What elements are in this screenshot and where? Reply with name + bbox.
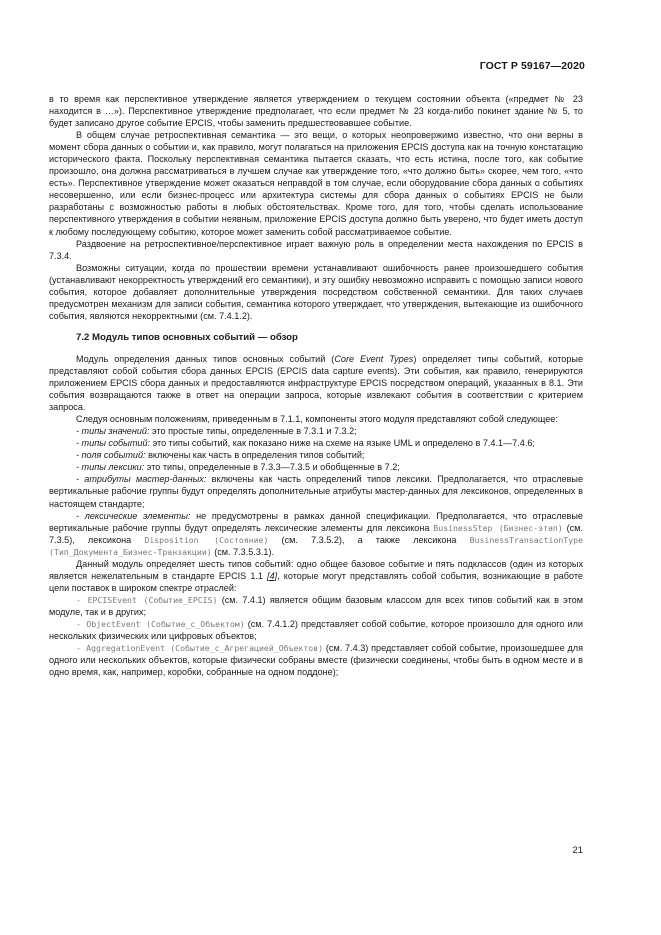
list-text: не предусмотрены в рамках данной спецификации. Предполагается, что отраслевые вертикальные рабочие группы будут определять лексические элементы для лексикона [49,510,583,533]
paragraph: В общем случае ретроспективная семантика — это вещи, о которых неопровержимо известно, что они верны в момент сбора данных о событии и, как правило, могут полагаться на приложения EPCIS доступа как на точную констатацию исторического факта. Поскольку перспективная семантика пытается сказать, что есть истина, после того, как событие произошло, она должна рассматриваться в лучшем случае как утверждение того, «что должно быть» скорее, чем того, «что есть». Перспективное утверждение может оказаться неправдой в том случае, если оборудование сбора данных о событиях несовершенно, или если бизнес-процесс или архитектура системы для сбора данных о событиях EPCIS не были разработаны с возможностью работы в любых обстоятельствах. Кроме того, для того, чтобы сделать использование перспективного утверждения в событии неявным, приложение EPCIS доступа должно быть уверено, что будет иметь доступ к любому последующему событию, которое может заменить собой рассматриваемое событие. [49,130,583,237]
section-heading: 7.2 Модуль типов основных событий — обзор [76,331,298,343]
event-item [49,594,583,618]
list-text: это типы событий, как показано ниже на схеме на языке UML и определено в 7.4.1—7.4.6; [150,438,535,449]
page-number: 21 [572,845,583,856]
list-item [49,425,583,437]
paragraph [49,558,583,594]
paragraph: Возможны ситуации, когда по прошествии времени устанавливают ошибочность ранее произошедшего события (устанавливают некорректность утверждений его семантики), и эту ошибку невозможно исправить с помощью записи нового события, которое добавляет дополнительные утверждения посредством собственной семантики. Для таких случаев предусмотрен механизм для записи события, семантика которого утверждает, что утверждения, вытекающие из ошибочного события, являются некорректными (см. 7.4.1.2). [49,262,583,321]
event-text: (см. 7.4.1) является общим базовым классом для всех типов событий как в этом модуле, так и в других; [49,594,583,617]
list-text: (см. 7.3.5), лексикона [49,522,583,545]
list-text: (см. 7.3.5.2), а также лексикона [268,534,470,545]
text: , которые могут представлять собой события, возникающие в работе цепи поставок в широком спектре отраслей: [49,570,583,593]
list-item [49,437,583,449]
list-term: - лексические элементы: [76,510,191,521]
list-text: включены как часть в определения типов событий; [145,450,365,461]
document-code: ГОСТ Р 59167—2020 [479,60,585,72]
text: Модуль определения данных типов основных событий ( [76,353,335,364]
code-term: Disposition (Состояние) [144,534,269,545]
list-text: (см. 7.3.5.3.1). [211,546,275,557]
paragraph [49,353,583,413]
page-body [49,93,583,678]
list-item [49,449,583,461]
list-item [49,473,583,509]
paragraph: в то время как перспективное утверждение является утверждением о текущем состоянии объекта («предмет № 23 находится в …»). Перспективное утверждение предполагает, что если предмет № 23 когда-либо покинет здание № 5, то будет записано другое событие EPCIS, чтобы заменить предшествовавшее событие. [49,94,583,129]
code-term: BusinessTransactionType (Тип_Документа_Бизнес-Транзакции) [49,534,584,557]
list-term: - поля событий: [76,450,146,461]
text: ) определяет типы событий, которые представляют собой события сбора данных EPCIS (EPCIS data capture events). Эти события, как правило, генерируются приложением EPCIS сбора данных и предоставляются инфраструктуре EPCIS посредством операций, указанных в 8.1. Эти события возвращаются также в ответ на операции запроса, которые извлекают события в соответствии с критерием запроса. [49,353,584,413]
list-text: это типы, определенные в 7.3.3—7.3.5 и обобщенные в 7.2; [144,462,400,473]
event-text: (см. 7.4.3) представляет собой событие, произошедшее для одного или нескольких объектов, которые физически собраны вместе (физически соединены, чтобы быть в одном месте и в одно время, как, например, коробки, собранные на одном поддоне); [49,643,583,678]
list-term: - типы событий: [76,438,151,449]
text: Данный модуль определяет шесть типов событий: одно общее базовое событие и пять подклассов (один из которых является нежелательным в стандарте EPCIS 1.1 [49,558,583,581]
code-term: BusinessStep (Бизнес-этап) [433,522,563,533]
event-code: - AggregationEvent (Событие_с_Агрегацией_Объектов) [76,643,324,654]
list-term: - атрибуты мастер-данных: [76,474,207,485]
paragraph: Раздвоение на ретроспективное/перспективное играет важную роль в определении места нахождения по EPCIS в 7.3.4. [49,238,583,261]
list-term: - типы значений: [76,426,150,437]
event-code: - EPCISEvent (Событие_EPCIS) [76,594,218,605]
paragraph: Следуя основным положениям, приведенным в 7.1.1, компоненты этого модуля представляют собой следующее: [76,414,558,425]
event-text: (см. 7.4.1.2) представляет собой событие, которое произошло для одного или нескольких физических или цифровых объектов; [49,618,583,642]
list-text: это простые типы, определенные в 7.3.1 и 7.3.2; [149,426,357,437]
list-term: - типы лексики: [76,462,145,473]
event-item [49,642,583,678]
list-text: включены как часть определений типов лексики. Предполагается, что отраслевые вертикальные рабочие группы будут определять дополнительные атрибуты мастер-данных для лексиконов, определенных в настоящем стандарте; [49,474,583,509]
reference-link[interactable]: [4] [267,570,278,581]
list-item [49,510,583,558]
event-item [49,618,583,642]
term-english: Core Event Types [334,353,414,364]
event-code: - ObjectEvent (Событие_с_Объектом) [76,618,245,629]
list-item [49,461,583,473]
